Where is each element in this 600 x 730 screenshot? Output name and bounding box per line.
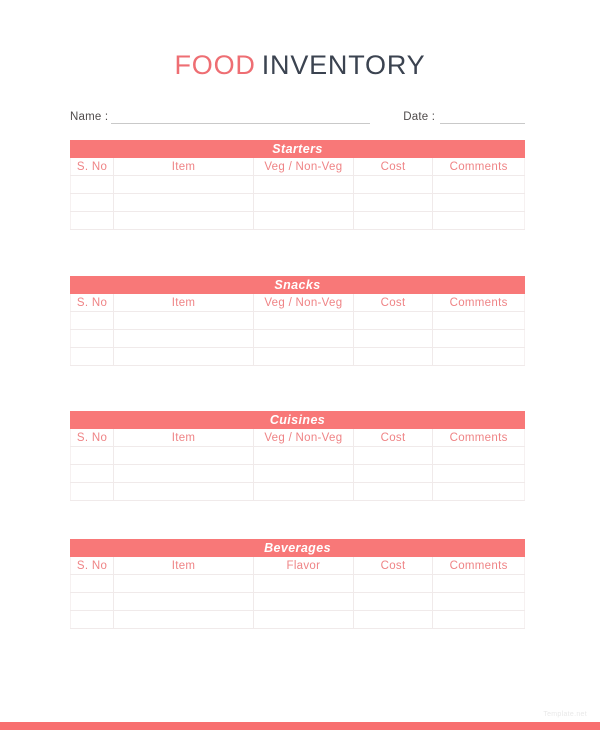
table-cell: [71, 194, 114, 212]
table-cell: [353, 483, 432, 501]
table-grid: [70, 557, 525, 629]
column-header-veg-nonveg: Veg / Non-Veg: [253, 158, 353, 176]
table-cell: [114, 194, 254, 212]
table-row: [71, 312, 525, 330]
table-cell: [253, 348, 353, 366]
table-cell: [433, 194, 525, 212]
table-row: [71, 465, 525, 483]
table-header-row: [71, 294, 525, 312]
column-header-item: Item: [114, 557, 254, 575]
table-cell: [253, 575, 353, 593]
table-cell: [114, 575, 254, 593]
column-header-comments: Comments: [433, 557, 525, 575]
table-cell: [71, 176, 114, 194]
table-cell: [114, 483, 254, 501]
column-header-sno: S. No: [71, 294, 114, 312]
table-row: [71, 330, 525, 348]
table-cell: [353, 447, 432, 465]
table-cell: [71, 348, 114, 366]
table-cell: [253, 611, 353, 629]
table-cell: [71, 212, 114, 230]
table-cell: [114, 176, 254, 194]
column-header-comments: Comments: [433, 429, 525, 447]
table-cell: [433, 176, 525, 194]
table-row: [71, 483, 525, 501]
column-header-cost: Cost: [353, 429, 432, 447]
table-cell: [433, 348, 525, 366]
table-cell: [114, 348, 254, 366]
table-cell: [253, 194, 353, 212]
table-cell: [71, 330, 114, 348]
table-row: [71, 348, 525, 366]
table-cell: [433, 465, 525, 483]
table-cell: [71, 312, 114, 330]
table-cell: [353, 593, 432, 611]
table-cell: [433, 611, 525, 629]
name-label: Name :: [70, 111, 109, 123]
date-label: Date :: [403, 111, 436, 123]
table-grid: [70, 429, 525, 501]
table-cell: [253, 312, 353, 330]
date-field-underline: [440, 109, 525, 124]
column-header-cost: Cost: [353, 294, 432, 312]
table-cell: [353, 212, 432, 230]
table-title-band: [70, 539, 525, 557]
table-title-band: [70, 140, 525, 158]
table-cell: [353, 176, 432, 194]
table-cell: [114, 212, 254, 230]
table-header-row: [71, 429, 525, 447]
table-cell: [353, 611, 432, 629]
table-cell: [71, 483, 114, 501]
column-header-cost: Cost: [353, 557, 432, 575]
column-header-item: Item: [114, 429, 254, 447]
table-cell: [253, 176, 353, 194]
table-cell: [114, 465, 254, 483]
table-cell: [253, 465, 353, 483]
column-header-item: Item: [114, 294, 254, 312]
table-cell: [353, 348, 432, 366]
column-header-item: Item: [114, 158, 254, 176]
inventory-table-starters: [70, 140, 525, 230]
table-cell: [433, 447, 525, 465]
table-row: [71, 447, 525, 465]
table-cell: [71, 447, 114, 465]
column-header-cost: Cost: [353, 158, 432, 176]
column-header-flavor: Flavor: [253, 557, 353, 575]
table-cell: [433, 312, 525, 330]
table-header-row: [71, 158, 525, 176]
table-cell: [71, 611, 114, 629]
table-title: Cuisines: [269, 413, 326, 427]
table-cell: [253, 212, 353, 230]
table-cell: [353, 465, 432, 483]
table-cell: [253, 483, 353, 501]
column-header-sno: S. No: [71, 158, 114, 176]
table-cell: [114, 593, 254, 611]
table-cell: [353, 575, 432, 593]
inventory-table-cuisines: [70, 411, 525, 501]
table-row: [71, 611, 525, 629]
page-title-accent: FOOD: [174, 50, 256, 80]
column-header-comments: Comments: [433, 294, 525, 312]
table-cell: [71, 575, 114, 593]
table-grid: [70, 158, 525, 230]
table-cell: [433, 575, 525, 593]
table-cell: [253, 330, 353, 348]
column-header-veg-nonveg: Veg / Non-Veg: [253, 429, 353, 447]
column-header-comments: Comments: [433, 158, 525, 176]
table-header-row: [71, 557, 525, 575]
table-title: Beverages: [264, 541, 331, 555]
table-cell: [433, 593, 525, 611]
watermark: Template.net: [543, 711, 587, 718]
table-cell: [253, 447, 353, 465]
column-header-sno: S. No: [71, 429, 114, 447]
table-cell: [114, 611, 254, 629]
table-grid: [70, 294, 525, 366]
table-row: [71, 194, 525, 212]
page-title-rest: INVENTORY: [261, 50, 426, 80]
table-cell: [253, 593, 353, 611]
table-row: [71, 176, 525, 194]
footer-accent-bar: [0, 722, 600, 730]
inventory-table-snacks: [70, 276, 525, 366]
column-header-veg-nonveg: Veg / Non-Veg: [253, 294, 353, 312]
table-cell: [114, 330, 254, 348]
name-date-row: [70, 105, 525, 124]
name-field-underline: [111, 109, 370, 124]
table-cell: [71, 465, 114, 483]
table-row: [71, 212, 525, 230]
table-cell: [433, 330, 525, 348]
table-row: [71, 575, 525, 593]
table-title-band: [70, 411, 525, 429]
table-cell: [433, 212, 525, 230]
inventory-table-beverages: [70, 539, 525, 629]
table-cell: [353, 194, 432, 212]
table-cell: [71, 593, 114, 611]
table-cell: [114, 312, 254, 330]
column-header-sno: S. No: [71, 557, 114, 575]
table-title: Starters: [272, 142, 323, 156]
table-cell: [353, 312, 432, 330]
table-title: Snacks: [274, 278, 321, 292]
page-title: [0, 50, 600, 80]
table-cell: [353, 330, 432, 348]
table-cell: [114, 447, 254, 465]
table-title-band: [70, 276, 525, 294]
table-cell: [433, 483, 525, 501]
table-row: [71, 593, 525, 611]
